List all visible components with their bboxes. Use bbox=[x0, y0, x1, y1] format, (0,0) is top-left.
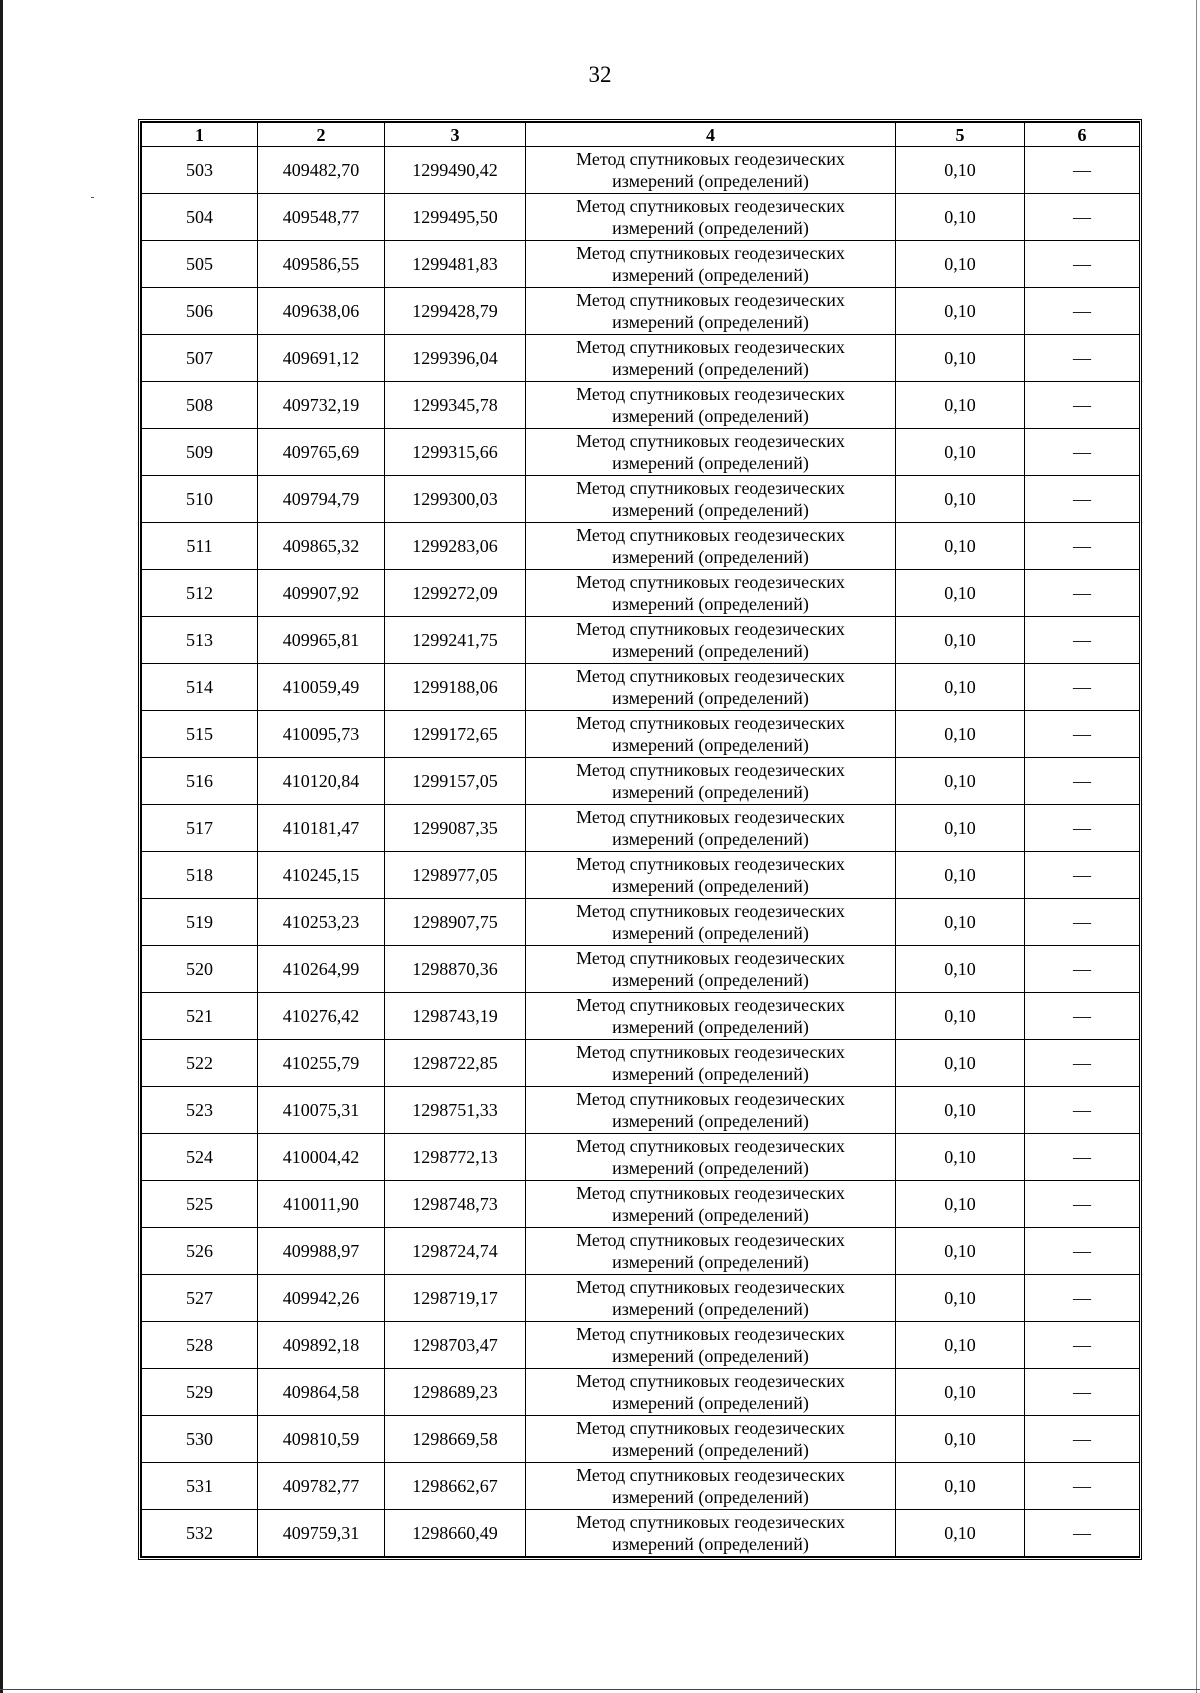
note-cell: — bbox=[1025, 1040, 1140, 1087]
point-number-cell: 520 bbox=[142, 946, 258, 993]
coordinate-y-cell: 1299241,75 bbox=[385, 617, 526, 664]
coordinate-x-cell: 409482,70 bbox=[258, 147, 385, 194]
method-line-1: Метод спутниковых геодезических bbox=[576, 901, 845, 921]
table-row bbox=[142, 429, 1140, 476]
coordinate-x-cell: 409586,55 bbox=[258, 241, 385, 288]
table-row bbox=[142, 617, 1140, 664]
method-line-2: измерений (определений) bbox=[612, 500, 809, 520]
point-number-cell: 508 bbox=[142, 382, 258, 429]
scan-edge-bottom bbox=[0, 1689, 1200, 1690]
coordinate-y-cell: 1299490,42 bbox=[385, 147, 526, 194]
point-number-cell: 513 bbox=[142, 617, 258, 664]
method-line-2: измерений (определений) bbox=[612, 312, 809, 332]
coordinate-y-cell: 1298748,73 bbox=[385, 1181, 526, 1228]
coordinate-y-cell: 1299172,65 bbox=[385, 711, 526, 758]
table-row bbox=[142, 335, 1140, 382]
note-cell: — bbox=[1025, 758, 1140, 805]
table-row bbox=[142, 1087, 1140, 1134]
coordinate-x-cell: 409865,32 bbox=[258, 523, 385, 570]
table-row bbox=[142, 1275, 1140, 1322]
point-number-cell: 521 bbox=[142, 993, 258, 1040]
note-cell: — bbox=[1025, 899, 1140, 946]
coordinate-y-cell: 1298907,75 bbox=[385, 899, 526, 946]
method-line-2: измерений (определений) bbox=[612, 406, 809, 426]
coordinate-y-cell: 1298689,23 bbox=[385, 1369, 526, 1416]
method-cell bbox=[526, 241, 896, 288]
method-line-2: измерений (определений) bbox=[612, 1111, 809, 1131]
coordinate-y-cell: 1299396,04 bbox=[385, 335, 526, 382]
method-line-2: измерений (определений) bbox=[612, 171, 809, 191]
method-cell bbox=[526, 288, 896, 335]
table-row bbox=[142, 805, 1140, 852]
accuracy-cell: 0,10 bbox=[896, 570, 1025, 617]
method-line-2: измерений (определений) bbox=[612, 1017, 809, 1037]
note-cell: — bbox=[1025, 147, 1140, 194]
accuracy-cell: 0,10 bbox=[896, 617, 1025, 664]
point-number-cell: 527 bbox=[142, 1275, 258, 1322]
note-cell: — bbox=[1025, 476, 1140, 523]
point-number-cell: 507 bbox=[142, 335, 258, 382]
table-row bbox=[142, 1369, 1140, 1416]
note-cell: — bbox=[1025, 288, 1140, 335]
point-number-cell: 531 bbox=[142, 1463, 258, 1510]
coordinate-x-cell: 409988,97 bbox=[258, 1228, 385, 1275]
coordinate-x-cell: 409638,06 bbox=[258, 288, 385, 335]
coordinate-y-cell: 1299087,35 bbox=[385, 805, 526, 852]
coordinate-x-cell: 409892,18 bbox=[258, 1322, 385, 1369]
method-line-1: Метод спутниковых геодезических bbox=[576, 1324, 845, 1344]
point-number-cell: 503 bbox=[142, 147, 258, 194]
method-line-1: Метод спутниковых геодезических bbox=[576, 948, 845, 968]
method-line-1: Метод спутниковых геодезических bbox=[576, 525, 845, 545]
method-line-2: измерений (определений) bbox=[612, 923, 809, 943]
scan-edge-right bbox=[1196, 0, 1197, 1693]
table-row bbox=[142, 758, 1140, 805]
method-cell bbox=[526, 1040, 896, 1087]
accuracy-cell: 0,10 bbox=[896, 1087, 1025, 1134]
method-line-1: Метод спутниковых геодезических bbox=[576, 713, 845, 733]
coordinates-table-frame bbox=[138, 119, 1142, 1560]
point-number-cell: 515 bbox=[142, 711, 258, 758]
method-cell bbox=[526, 1228, 896, 1275]
coordinate-x-cell: 410059,49 bbox=[258, 664, 385, 711]
table-row bbox=[142, 899, 1140, 946]
point-number-cell: 528 bbox=[142, 1322, 258, 1369]
method-line-1: Метод спутниковых геодезических bbox=[576, 196, 845, 216]
method-cell bbox=[526, 382, 896, 429]
method-line-2: измерений (определений) bbox=[612, 218, 809, 238]
method-cell bbox=[526, 570, 896, 617]
accuracy-cell: 0,10 bbox=[896, 1463, 1025, 1510]
coordinate-y-cell: 1299428,79 bbox=[385, 288, 526, 335]
coordinate-y-cell: 1299315,66 bbox=[385, 429, 526, 476]
note-cell: — bbox=[1025, 1416, 1140, 1463]
accuracy-cell: 0,10 bbox=[896, 1228, 1025, 1275]
point-number-cell: 512 bbox=[142, 570, 258, 617]
coordinate-x-cell: 409782,77 bbox=[258, 1463, 385, 1510]
accuracy-cell: 0,10 bbox=[896, 1040, 1025, 1087]
page-number: 32 bbox=[588, 62, 612, 87]
table-row bbox=[142, 711, 1140, 758]
method-cell bbox=[526, 1087, 896, 1134]
point-number-cell: 516 bbox=[142, 758, 258, 805]
accuracy-cell: 0,10 bbox=[896, 946, 1025, 993]
table-header-row bbox=[142, 123, 1140, 147]
point-number-cell: 525 bbox=[142, 1181, 258, 1228]
coordinate-x-cell: 410264,99 bbox=[258, 946, 385, 993]
note-cell: — bbox=[1025, 1322, 1140, 1369]
note-cell: — bbox=[1025, 1275, 1140, 1322]
accuracy-cell: 0,10 bbox=[896, 523, 1025, 570]
point-number-cell: 510 bbox=[142, 476, 258, 523]
table-row bbox=[142, 1463, 1140, 1510]
note-cell: — bbox=[1025, 1181, 1140, 1228]
accuracy-cell: 0,10 bbox=[896, 429, 1025, 476]
method-line-2: измерений (определений) bbox=[612, 970, 809, 990]
method-line-2: измерений (определений) bbox=[612, 1440, 809, 1460]
note-cell: — bbox=[1025, 335, 1140, 382]
point-number-cell: 505 bbox=[142, 241, 258, 288]
method-cell bbox=[526, 1463, 896, 1510]
coordinate-x-cell: 409732,19 bbox=[258, 382, 385, 429]
note-cell: — bbox=[1025, 429, 1140, 476]
method-line-1: Метод спутниковых геодезических bbox=[576, 995, 845, 1015]
method-line-2: измерений (определений) bbox=[612, 1346, 809, 1366]
method-cell bbox=[526, 805, 896, 852]
note-cell: — bbox=[1025, 523, 1140, 570]
note-cell: — bbox=[1025, 382, 1140, 429]
accuracy-cell: 0,10 bbox=[896, 1181, 1025, 1228]
coordinate-y-cell: 1298719,17 bbox=[385, 1275, 526, 1322]
method-cell bbox=[526, 1369, 896, 1416]
note-cell: — bbox=[1025, 1134, 1140, 1181]
accuracy-cell: 0,10 bbox=[896, 241, 1025, 288]
table-row bbox=[142, 523, 1140, 570]
coordinate-x-cell: 410120,84 bbox=[258, 758, 385, 805]
accuracy-cell: 0,10 bbox=[896, 664, 1025, 711]
method-line-1: Метод спутниковых геодезических bbox=[576, 149, 845, 169]
method-line-1: Метод спутниковых геодезических bbox=[576, 854, 845, 874]
table-row bbox=[142, 288, 1140, 335]
method-line-2: измерений (определений) bbox=[612, 594, 809, 614]
accuracy-cell: 0,10 bbox=[896, 147, 1025, 194]
coordinate-x-cell: 410004,42 bbox=[258, 1134, 385, 1181]
coordinate-x-cell: 409864,58 bbox=[258, 1369, 385, 1416]
method-line-1: Метод спутниковых геодезических bbox=[576, 1042, 845, 1062]
table-row bbox=[142, 1181, 1140, 1228]
coordinate-x-cell: 410253,23 bbox=[258, 899, 385, 946]
coordinate-y-cell: 1298772,13 bbox=[385, 1134, 526, 1181]
note-cell: — bbox=[1025, 1510, 1140, 1557]
coordinate-x-cell: 409907,92 bbox=[258, 570, 385, 617]
note-cell: — bbox=[1025, 570, 1140, 617]
column-header-4: 4 bbox=[526, 123, 896, 147]
coordinate-x-cell: 410095,73 bbox=[258, 711, 385, 758]
accuracy-cell: 0,10 bbox=[896, 476, 1025, 523]
method-cell bbox=[526, 523, 896, 570]
method-line-2: измерений (определений) bbox=[612, 1064, 809, 1084]
coordinate-y-cell: 1298722,85 bbox=[385, 1040, 526, 1087]
coordinate-x-cell: 409965,81 bbox=[258, 617, 385, 664]
table-row bbox=[142, 1322, 1140, 1369]
coordinate-x-cell: 410181,47 bbox=[258, 805, 385, 852]
coordinate-x-cell: 409548,77 bbox=[258, 194, 385, 241]
accuracy-cell: 0,10 bbox=[896, 1322, 1025, 1369]
method-cell bbox=[526, 1134, 896, 1181]
method-line-1: Метод спутниковых геодезических bbox=[576, 337, 845, 357]
point-number-cell: 504 bbox=[142, 194, 258, 241]
method-line-2: измерений (определений) bbox=[612, 1487, 809, 1507]
accuracy-cell: 0,10 bbox=[896, 805, 1025, 852]
method-line-2: измерений (определений) bbox=[612, 641, 809, 661]
method-cell bbox=[526, 194, 896, 241]
method-line-1: Метод спутниковых геодезических bbox=[576, 1418, 845, 1438]
note-cell: — bbox=[1025, 711, 1140, 758]
table-row bbox=[142, 1040, 1140, 1087]
method-line-2: измерений (определений) bbox=[612, 453, 809, 473]
method-line-2: измерений (определений) bbox=[612, 1252, 809, 1272]
coordinate-y-cell: 1299345,78 bbox=[385, 382, 526, 429]
point-number-cell: 526 bbox=[142, 1228, 258, 1275]
method-line-2: измерений (определений) bbox=[612, 782, 809, 802]
coordinate-y-cell: 1298660,49 bbox=[385, 1510, 526, 1557]
coordinate-x-cell: 409765,69 bbox=[258, 429, 385, 476]
point-number-cell: 529 bbox=[142, 1369, 258, 1416]
method-cell bbox=[526, 476, 896, 523]
accuracy-cell: 0,10 bbox=[896, 382, 1025, 429]
point-number-cell: 511 bbox=[142, 523, 258, 570]
note-cell: — bbox=[1025, 241, 1140, 288]
method-line-1: Метод спутниковых геодезических bbox=[576, 666, 845, 686]
scan-edge-left bbox=[0, 0, 3, 1693]
method-line-1: Метод спутниковых геодезических bbox=[576, 243, 845, 263]
coordinate-y-cell: 1299495,50 bbox=[385, 194, 526, 241]
coordinate-x-cell: 409810,59 bbox=[258, 1416, 385, 1463]
coordinate-x-cell: 409759,31 bbox=[258, 1510, 385, 1557]
method-cell bbox=[526, 617, 896, 664]
method-line-1: Метод спутниковых геодезических bbox=[576, 1089, 845, 1109]
note-cell: — bbox=[1025, 1463, 1140, 1510]
coordinate-x-cell: 410075,31 bbox=[258, 1087, 385, 1134]
method-cell bbox=[526, 1416, 896, 1463]
method-line-1: Метод спутниковых геодезических bbox=[576, 1230, 845, 1250]
scan-speck bbox=[91, 197, 94, 198]
method-line-2: измерений (определений) bbox=[612, 547, 809, 567]
coordinates-table bbox=[141, 122, 1140, 1557]
method-cell bbox=[526, 993, 896, 1040]
method-line-2: измерений (определений) bbox=[612, 876, 809, 896]
point-number-cell: 506 bbox=[142, 288, 258, 335]
coordinate-y-cell: 1299300,03 bbox=[385, 476, 526, 523]
method-line-1: Метод спутниковых геодезических bbox=[576, 1277, 845, 1297]
method-line-1: Метод спутниковых геодезических bbox=[576, 619, 845, 639]
method-line-1: Метод спутниковых геодезических bbox=[576, 384, 845, 404]
point-number-cell: 522 bbox=[142, 1040, 258, 1087]
coordinate-y-cell: 1299157,05 bbox=[385, 758, 526, 805]
table-row bbox=[142, 1134, 1140, 1181]
method-cell bbox=[526, 335, 896, 382]
method-line-1: Метод спутниковых геодезических bbox=[576, 572, 845, 592]
method-line-2: измерений (определений) bbox=[612, 1534, 809, 1554]
method-cell bbox=[526, 1181, 896, 1228]
method-line-2: измерений (определений) bbox=[612, 1393, 809, 1413]
method-cell bbox=[526, 758, 896, 805]
accuracy-cell: 0,10 bbox=[896, 335, 1025, 382]
method-line-2: измерений (определений) bbox=[612, 735, 809, 755]
method-line-1: Метод спутниковых геодезических bbox=[576, 1465, 845, 1485]
note-cell: — bbox=[1025, 805, 1140, 852]
point-number-cell: 524 bbox=[142, 1134, 258, 1181]
column-header-2: 2 bbox=[258, 123, 385, 147]
note-cell: — bbox=[1025, 852, 1140, 899]
method-line-1: Метод спутниковых геодезических bbox=[576, 290, 845, 310]
point-number-cell: 519 bbox=[142, 899, 258, 946]
column-header-3: 3 bbox=[385, 123, 526, 147]
coordinate-y-cell: 1299272,09 bbox=[385, 570, 526, 617]
point-number-cell: 514 bbox=[142, 664, 258, 711]
column-header-1: 1 bbox=[142, 123, 258, 147]
accuracy-cell: 0,10 bbox=[896, 758, 1025, 805]
coordinate-x-cell: 410276,42 bbox=[258, 993, 385, 1040]
method-line-2: измерений (определений) bbox=[612, 359, 809, 379]
method-line-1: Метод спутниковых геодезических bbox=[576, 431, 845, 451]
table-row bbox=[142, 476, 1140, 523]
accuracy-cell: 0,10 bbox=[896, 1369, 1025, 1416]
coordinate-y-cell: 1298870,36 bbox=[385, 946, 526, 993]
coordinate-y-cell: 1298703,47 bbox=[385, 1322, 526, 1369]
accuracy-cell: 0,10 bbox=[896, 1134, 1025, 1181]
point-number-cell: 532 bbox=[142, 1510, 258, 1557]
method-cell bbox=[526, 946, 896, 993]
coordinate-x-cell: 410011,90 bbox=[258, 1181, 385, 1228]
accuracy-cell: 0,10 bbox=[896, 993, 1025, 1040]
coordinate-x-cell: 409942,26 bbox=[258, 1275, 385, 1322]
accuracy-cell: 0,10 bbox=[896, 899, 1025, 946]
point-number-cell: 518 bbox=[142, 852, 258, 899]
coordinate-x-cell: 409691,12 bbox=[258, 335, 385, 382]
note-cell: — bbox=[1025, 993, 1140, 1040]
method-line-1: Метод спутниковых геодезических bbox=[576, 1183, 845, 1203]
coordinate-y-cell: 1298751,33 bbox=[385, 1087, 526, 1134]
table-row bbox=[142, 993, 1140, 1040]
point-number-cell: 530 bbox=[142, 1416, 258, 1463]
method-cell bbox=[526, 852, 896, 899]
coordinate-y-cell: 1299188,06 bbox=[385, 664, 526, 711]
table-row bbox=[142, 147, 1140, 194]
method-line-1: Метод спутниковых геодезических bbox=[576, 1136, 845, 1156]
table-row bbox=[142, 852, 1140, 899]
accuracy-cell: 0,10 bbox=[896, 852, 1025, 899]
accuracy-cell: 0,10 bbox=[896, 1416, 1025, 1463]
note-cell: — bbox=[1025, 1087, 1140, 1134]
table-row bbox=[142, 241, 1140, 288]
coordinate-y-cell: 1298669,58 bbox=[385, 1416, 526, 1463]
method-line-2: измерений (определений) bbox=[612, 1299, 809, 1319]
method-cell bbox=[526, 711, 896, 758]
method-cell bbox=[526, 429, 896, 476]
table-row bbox=[142, 1228, 1140, 1275]
accuracy-cell: 0,10 bbox=[896, 711, 1025, 758]
coordinate-y-cell: 1298662,67 bbox=[385, 1463, 526, 1510]
note-cell: — bbox=[1025, 1228, 1140, 1275]
accuracy-cell: 0,10 bbox=[896, 194, 1025, 241]
coordinate-y-cell: 1298977,05 bbox=[385, 852, 526, 899]
method-line-1: Метод спутниковых геодезических bbox=[576, 807, 845, 827]
coordinate-x-cell: 409794,79 bbox=[258, 476, 385, 523]
point-number-cell: 517 bbox=[142, 805, 258, 852]
method-cell bbox=[526, 899, 896, 946]
method-line-2: измерений (определений) bbox=[612, 688, 809, 708]
note-cell: — bbox=[1025, 617, 1140, 664]
method-line-1: Метод спутниковых геодезических bbox=[576, 1371, 845, 1391]
method-cell bbox=[526, 1510, 896, 1557]
method-line-1: Метод спутниковых геодезических bbox=[576, 1512, 845, 1532]
column-header-5: 5 bbox=[896, 123, 1025, 147]
method-line-2: измерений (определений) bbox=[612, 829, 809, 849]
table-row bbox=[142, 570, 1140, 617]
coordinate-y-cell: 1298724,74 bbox=[385, 1228, 526, 1275]
method-cell bbox=[526, 664, 896, 711]
note-cell: — bbox=[1025, 194, 1140, 241]
column-header-6: 6 bbox=[1025, 123, 1140, 147]
coordinate-y-cell: 1299481,83 bbox=[385, 241, 526, 288]
table-row bbox=[142, 1416, 1140, 1463]
method-line-1: Метод спутниковых геодезических bbox=[576, 760, 845, 780]
coordinate-x-cell: 410245,15 bbox=[258, 852, 385, 899]
note-cell: — bbox=[1025, 946, 1140, 993]
method-cell bbox=[526, 1275, 896, 1322]
method-cell bbox=[526, 1322, 896, 1369]
accuracy-cell: 0,10 bbox=[896, 1510, 1025, 1557]
method-line-2: измерений (определений) bbox=[612, 265, 809, 285]
coordinate-y-cell: 1299283,06 bbox=[385, 523, 526, 570]
coordinate-y-cell: 1298743,19 bbox=[385, 993, 526, 1040]
coordinate-x-cell: 410255,79 bbox=[258, 1040, 385, 1087]
table-row bbox=[142, 664, 1140, 711]
point-number-cell: 523 bbox=[142, 1087, 258, 1134]
table-row bbox=[142, 382, 1140, 429]
accuracy-cell: 0,10 bbox=[896, 1275, 1025, 1322]
method-line-2: измерений (определений) bbox=[612, 1158, 809, 1178]
point-number-cell: 509 bbox=[142, 429, 258, 476]
method-line-2: измерений (определений) bbox=[612, 1205, 809, 1225]
table-row bbox=[142, 946, 1140, 993]
method-line-1: Метод спутниковых геодезических bbox=[576, 478, 845, 498]
table-row bbox=[142, 194, 1140, 241]
table-row bbox=[142, 1510, 1140, 1557]
note-cell: — bbox=[1025, 1369, 1140, 1416]
note-cell: — bbox=[1025, 664, 1140, 711]
method-cell bbox=[526, 147, 896, 194]
accuracy-cell: 0,10 bbox=[896, 288, 1025, 335]
